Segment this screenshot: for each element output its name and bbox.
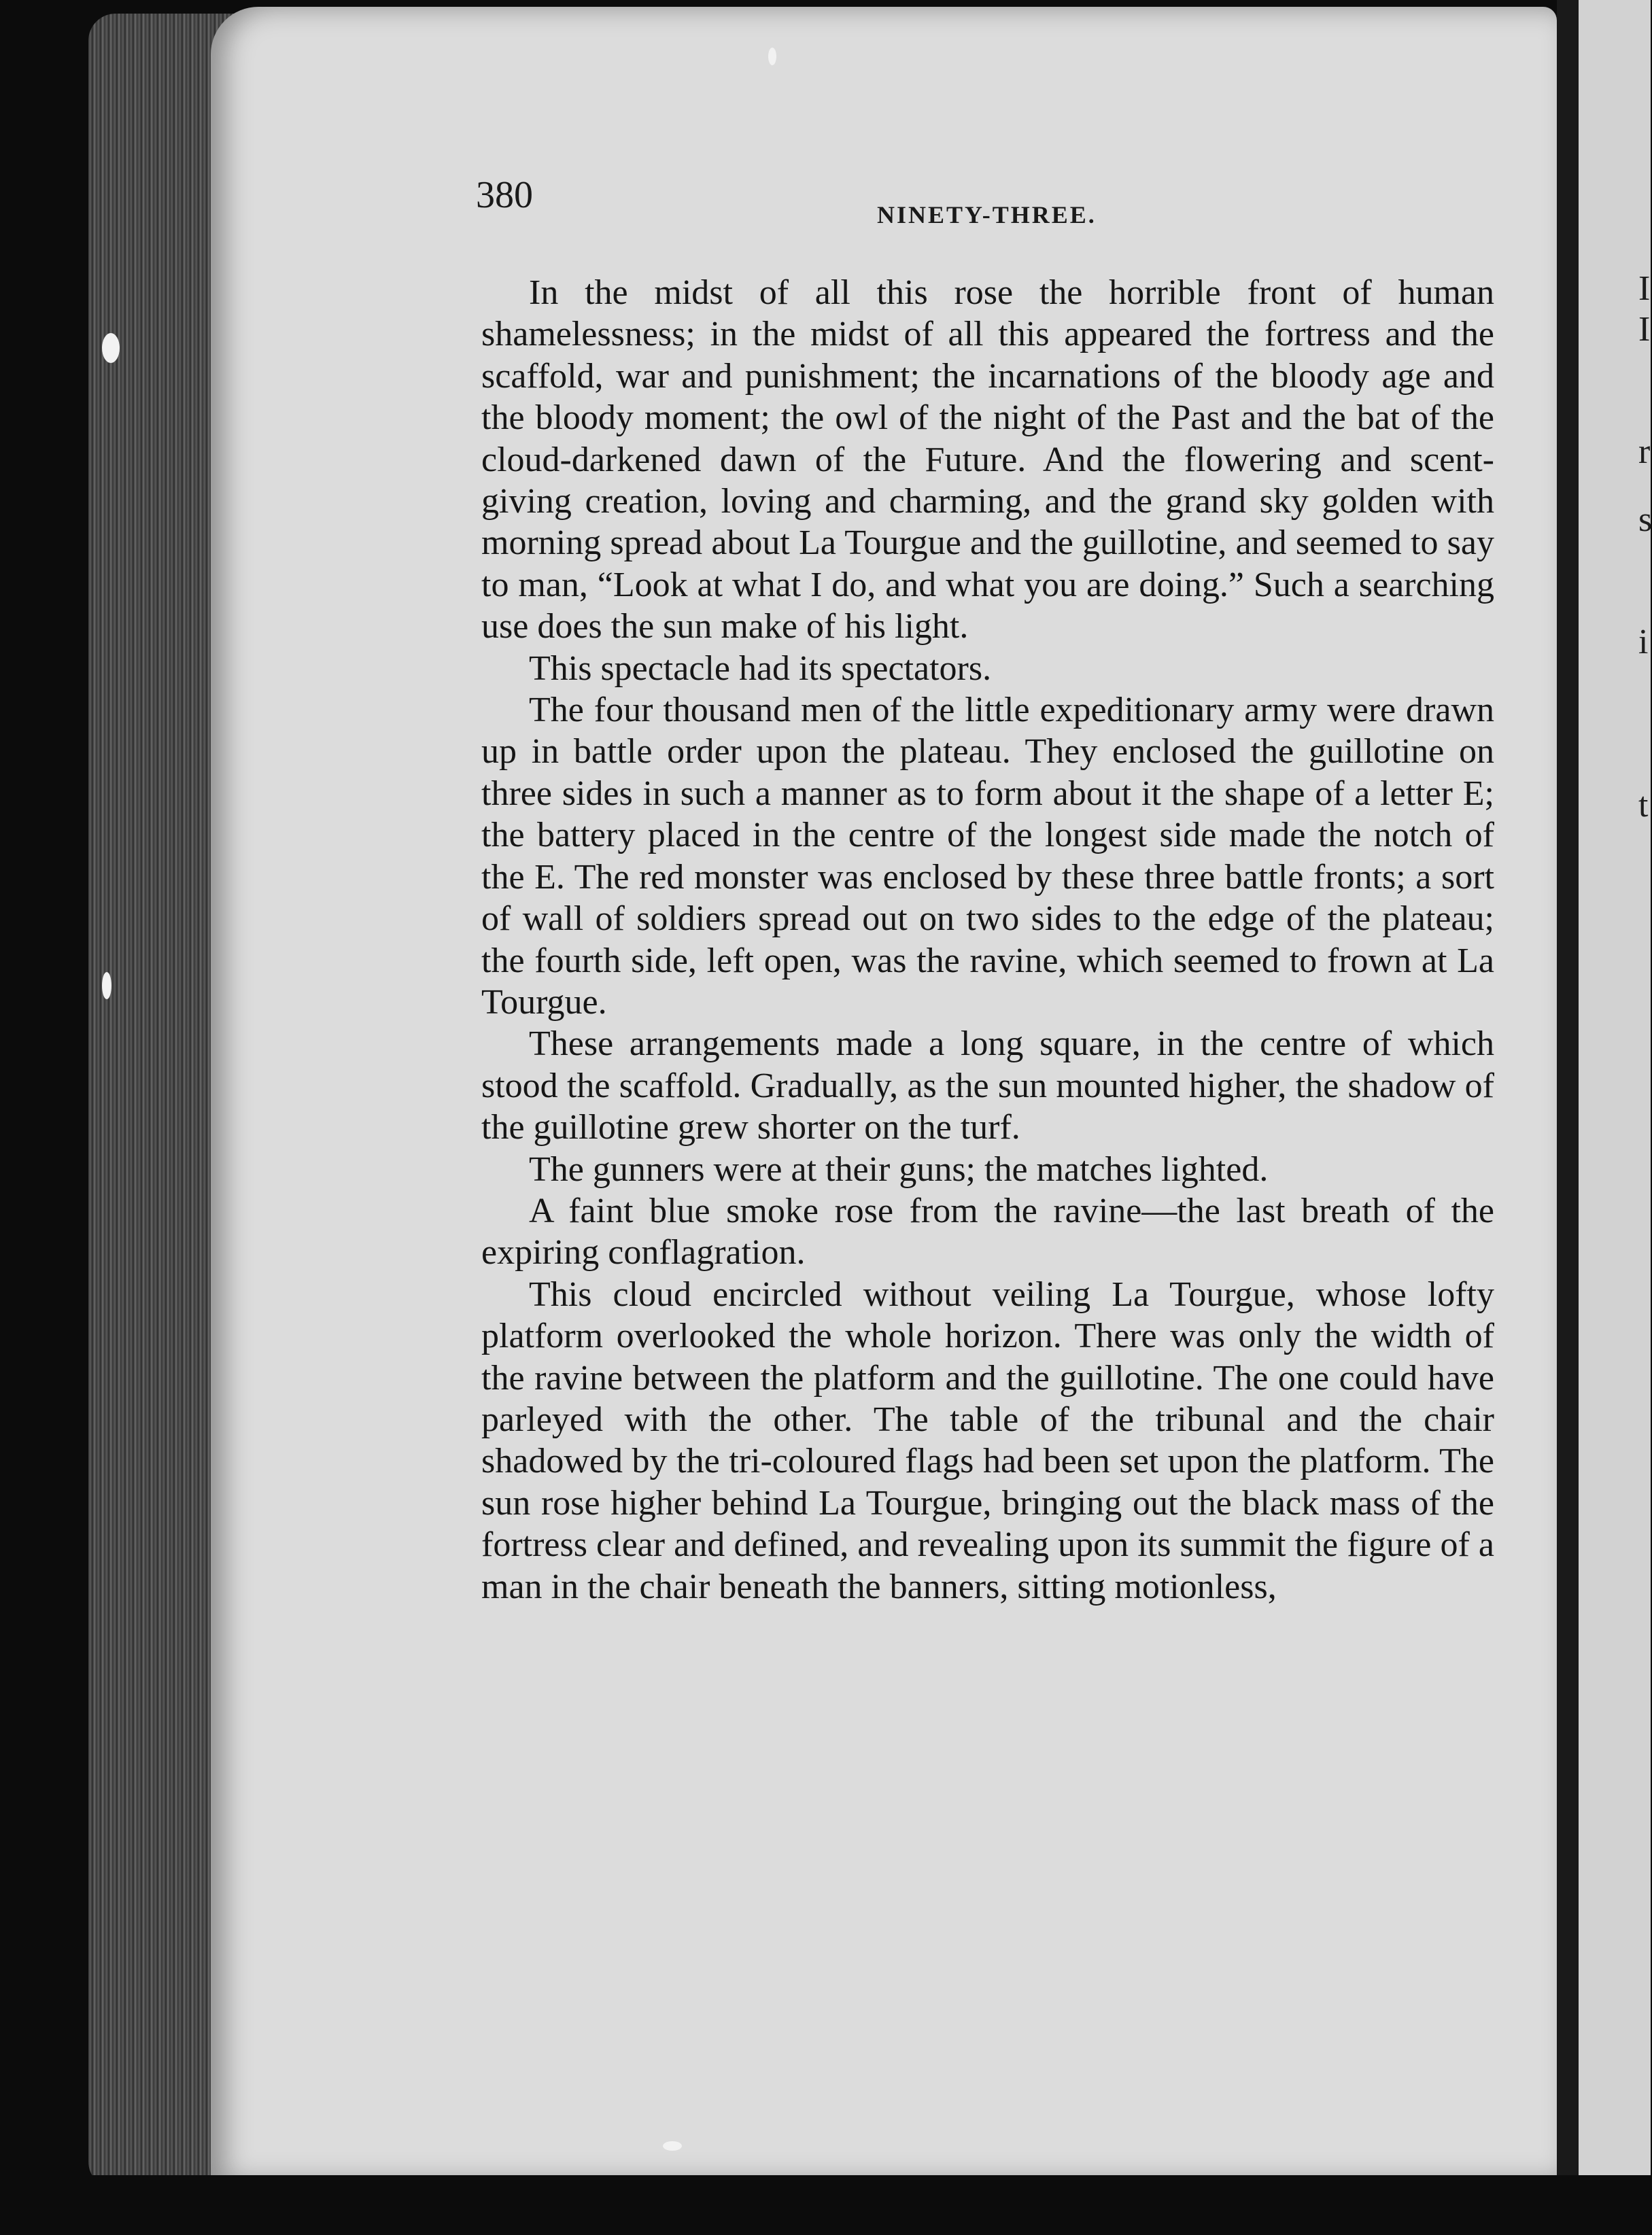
paragraph: This cloud encircled without veiling La Tourgue, whose lofty platform overlooked the whole horizon. There was only the width of the ravine between the platform and the guillotine. The one could have parleyed with the other. The table of the tribunal and the chair shadowed by the tri-coloured flags had been set upon the platform. The sun rose higher behind La Tourgue, bringing out the black mass of the fortress clear and defined, and revealing upon its summit the figure of a man in the chair beneath the banners, sitting motionless, xyxy=(481,1275,1494,1606)
facing-page-fragment: I xyxy=(1638,269,1651,308)
running-head: NINETY-THREE. xyxy=(877,201,1097,228)
body-text xyxy=(481,272,1494,1608)
paragraph: In the midst of all this rose the horrible front of human shamelessness; in the midst of all this appeared the fortress and the scaffold, war and punishment; the incarnations of the bloody age and the bloody moment; the owl of the night of the Past and the bat of the cloud-darkened dawn of the Future. And the flowering and scent-giving creation, loving and charming, and the grand sky golden with morning spread about La Tourgue and the guillotine, and seemed to say to man, “Look at what I do, and what you are doing.” Such a searching use does the sun make of his light. xyxy=(481,273,1494,646)
paragraph: This spectacle had its spectators. xyxy=(529,648,992,688)
paragraph: The gunners were at their guns; the matches lighted. xyxy=(529,1149,1269,1189)
dust-speck xyxy=(663,2141,682,2151)
dust-speck xyxy=(102,972,111,999)
scan-bottom-shadow xyxy=(0,2175,1651,2235)
facing-page xyxy=(1579,0,1651,2235)
dust-speck xyxy=(768,48,776,65)
facing-page-fragment: I xyxy=(1638,310,1651,349)
page-number: 380 xyxy=(476,174,533,216)
dust-speck xyxy=(102,333,120,363)
facing-page-fragment: t xyxy=(1638,786,1649,825)
paragraph: A faint blue smoke rose from the ravine—the last breath of the expiring conflagration. xyxy=(481,1191,1494,1272)
facing-page-fragment: i xyxy=(1638,623,1649,661)
paragraph: These arrangements made a long square, in the centre of which stood the scaffold. Gradually, as the sun mounted higher, the shadow of the guillotine grew shorter on the turf. xyxy=(481,1024,1494,1147)
facing-page-fragment: r xyxy=(1638,432,1651,471)
facing-page-fragment: s xyxy=(1638,500,1652,539)
paragraph: The four thousand men of the little expeditionary army were drawn up in battle order upon the plateau. They enclosed the guillotine on three sides in such a manner as to form about it the shape of a letter E; the battery placed in the centre of the longest side made the notch of the E. The red monster was enclosed by these three battle fronts; a sort of wall of soldiers spread out on two sides to the edge of the plateau; the fourth side, left open, was the ravine, which seemed to frown at La Tourgue. xyxy=(481,691,1494,1022)
book-gutter xyxy=(1557,0,1579,2235)
